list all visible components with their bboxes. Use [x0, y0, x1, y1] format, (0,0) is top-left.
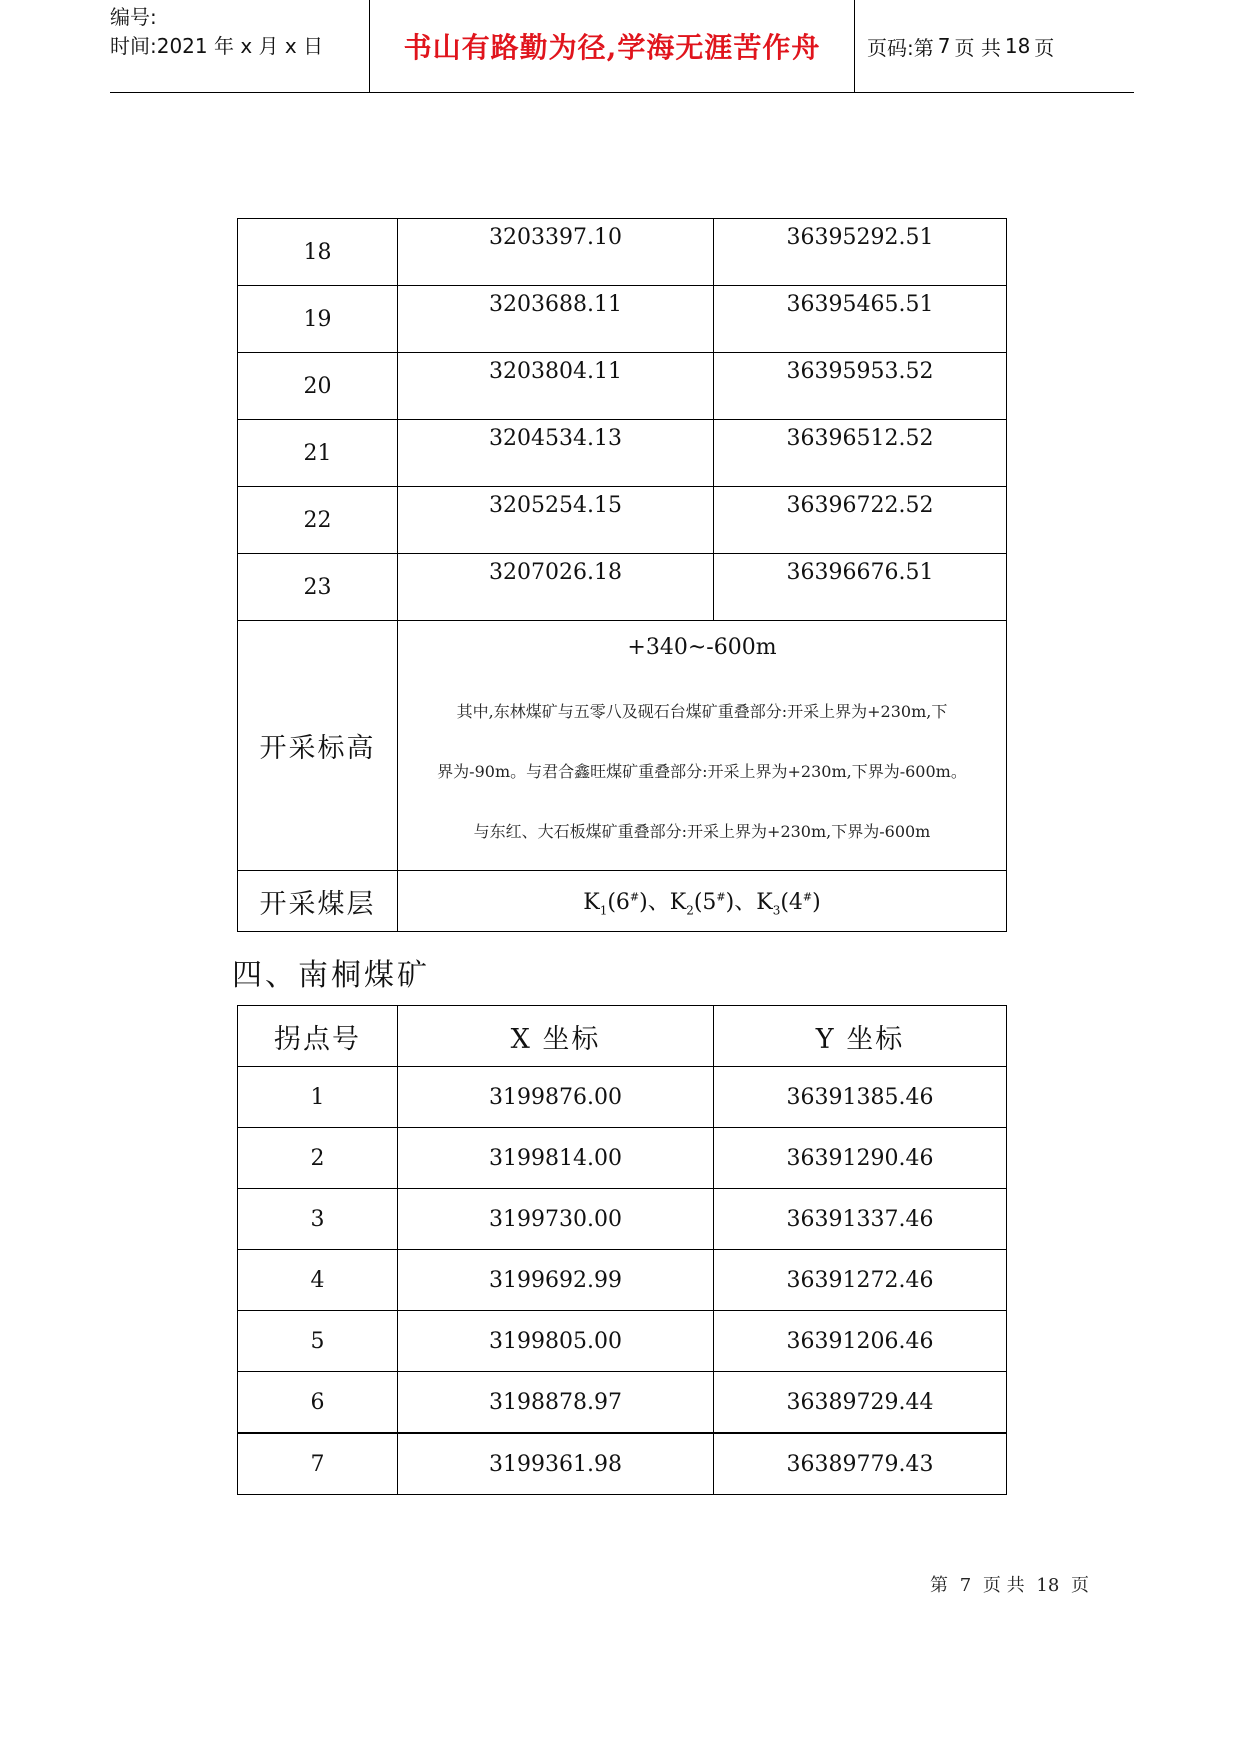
y-coordinate: 36395953.52 — [714, 353, 1007, 420]
page-footer — [930, 1571, 1095, 1597]
elevation-label: 开采标高 — [238, 621, 398, 871]
x-coordinate: 3205254.15 — [398, 487, 714, 554]
point-id: 6 — [238, 1372, 398, 1434]
point-id: 4 — [238, 1250, 398, 1311]
y-coordinate: 36396512.52 — [714, 420, 1007, 487]
elevation-note: 界为-90m。与君合鑫旺煤矿重叠部分:开采上界为+230m,下界为-600m。 — [437, 762, 967, 781]
y-coordinate: 36395292.51 — [714, 219, 1007, 286]
page-info-prefix: 页码:第 — [867, 35, 934, 60]
point-id: 2 — [238, 1128, 398, 1189]
table-row — [238, 219, 1007, 286]
table-row — [238, 1433, 1007, 1495]
page-info-current: 7 — [937, 34, 951, 58]
table-row — [238, 286, 1007, 353]
table-row — [238, 1067, 1007, 1128]
point-id: 20 — [238, 353, 398, 420]
y-coordinate: 36395465.51 — [714, 286, 1007, 353]
y-coordinate: 36391385.46 — [714, 1067, 1007, 1128]
point-id: 21 — [238, 420, 398, 487]
x-coordinate: 3203397.10 — [398, 219, 714, 286]
point-id: 19 — [238, 286, 398, 353]
point-id: 5 — [238, 1311, 398, 1372]
header-meta — [110, 0, 370, 92]
point-id: 23 — [238, 554, 398, 621]
page-header — [110, 0, 1134, 93]
y-coordinate: 36396722.52 — [714, 487, 1007, 554]
header-y: Y 坐标 — [714, 1006, 1007, 1067]
table-row — [238, 1250, 1007, 1311]
seam-label: 开采煤层 — [238, 871, 398, 932]
elevation-row — [238, 621, 1007, 871]
table-row — [238, 554, 1007, 621]
header-motto: 书山有路勤为径,学海无涯苦作舟 — [370, 0, 855, 92]
x-coordinate: 3199361.98 — [398, 1433, 714, 1495]
elevation-note: 其中,东林煤矿与五零八及砚石台煤矿重叠部分:开采上界为+230m,下 — [456, 702, 948, 721]
elevation-range: +340~-600m — [627, 635, 777, 660]
footer-current: 7 — [959, 1575, 972, 1596]
coordinate-table-continued — [237, 218, 1007, 932]
seam-k3: $K_3(4^{\#})$ — [756, 889, 821, 918]
x-coordinate: 3199814.00 — [398, 1128, 714, 1189]
footer-suffix: 页 — [1071, 1575, 1090, 1596]
x-coordinate: 3198878.97 — [398, 1372, 714, 1434]
footer-middle: 页 共 — [982, 1575, 1025, 1596]
point-id: 18 — [238, 219, 398, 286]
page-info-total: 18 — [1004, 34, 1031, 58]
header-x: X 坐标 — [398, 1006, 714, 1067]
section-title: 四、南桐煤矿 — [232, 958, 430, 993]
y-coordinate: 36389779.43 — [714, 1433, 1007, 1495]
footer-total: 18 — [1036, 1575, 1060, 1596]
seam-k2: $K_2(5^{\#})$ — [669, 889, 735, 918]
elevation-note: 与东红、大石板煤矿重叠部分:开采上界为+230m,下界为-600m — [473, 822, 931, 841]
table-row — [238, 420, 1007, 487]
page-info-middle: 页 共 — [954, 35, 1001, 60]
x-coordinate: 3199692.99 — [398, 1250, 714, 1311]
table-row — [238, 1189, 1007, 1250]
x-coordinate: 3199876.00 — [398, 1067, 714, 1128]
table-row — [238, 1372, 1007, 1434]
x-coordinate: 3204534.13 — [398, 420, 714, 487]
nantong-coordinate-table — [237, 1005, 1007, 1495]
y-coordinate: 36391206.46 — [714, 1311, 1007, 1372]
y-coordinate: 36391272.46 — [714, 1250, 1007, 1311]
x-coordinate: 3203804.11 — [398, 353, 714, 420]
seam-row — [238, 871, 1007, 932]
y-coordinate: 36389729.44 — [714, 1372, 1007, 1434]
point-id: 1 — [238, 1067, 398, 1128]
y-coordinate: 36391337.46 — [714, 1189, 1007, 1250]
x-coordinate: 3199805.00 — [398, 1311, 714, 1372]
seam-k1: $K_1(6^{\#})$ — [583, 889, 648, 918]
seam-list: $K_1(6^{\#})$、$K_2(5^{\#})$、$K_3(4^{\#})$ — [398, 871, 1007, 932]
table-row — [238, 487, 1007, 554]
y-coordinate: 36396676.51 — [714, 554, 1007, 621]
y-coordinate: 36391290.46 — [714, 1128, 1007, 1189]
elevation-content — [398, 621, 1007, 871]
x-coordinate: 3203688.11 — [398, 286, 714, 353]
footer-prefix: 第 — [930, 1575, 948, 1596]
table-header-row — [238, 1006, 1007, 1067]
header-point-id: 拐点号 — [238, 1006, 398, 1067]
table-row — [238, 1128, 1007, 1189]
header-page-info — [855, 0, 1134, 92]
x-coordinate: 3207026.18 — [398, 554, 714, 621]
point-id: 22 — [238, 487, 398, 554]
document-number-label: 编号: — [110, 5, 157, 29]
x-coordinate: 3199730.00 — [398, 1189, 714, 1250]
table-row — [238, 353, 1007, 420]
point-id: 3 — [238, 1189, 398, 1250]
page-info-suffix: 页 — [1034, 35, 1055, 60]
table-row — [238, 1311, 1007, 1372]
point-id: 7 — [238, 1433, 398, 1495]
document-time-label: 时间:2021 年 x 月 x 日 — [110, 34, 324, 58]
